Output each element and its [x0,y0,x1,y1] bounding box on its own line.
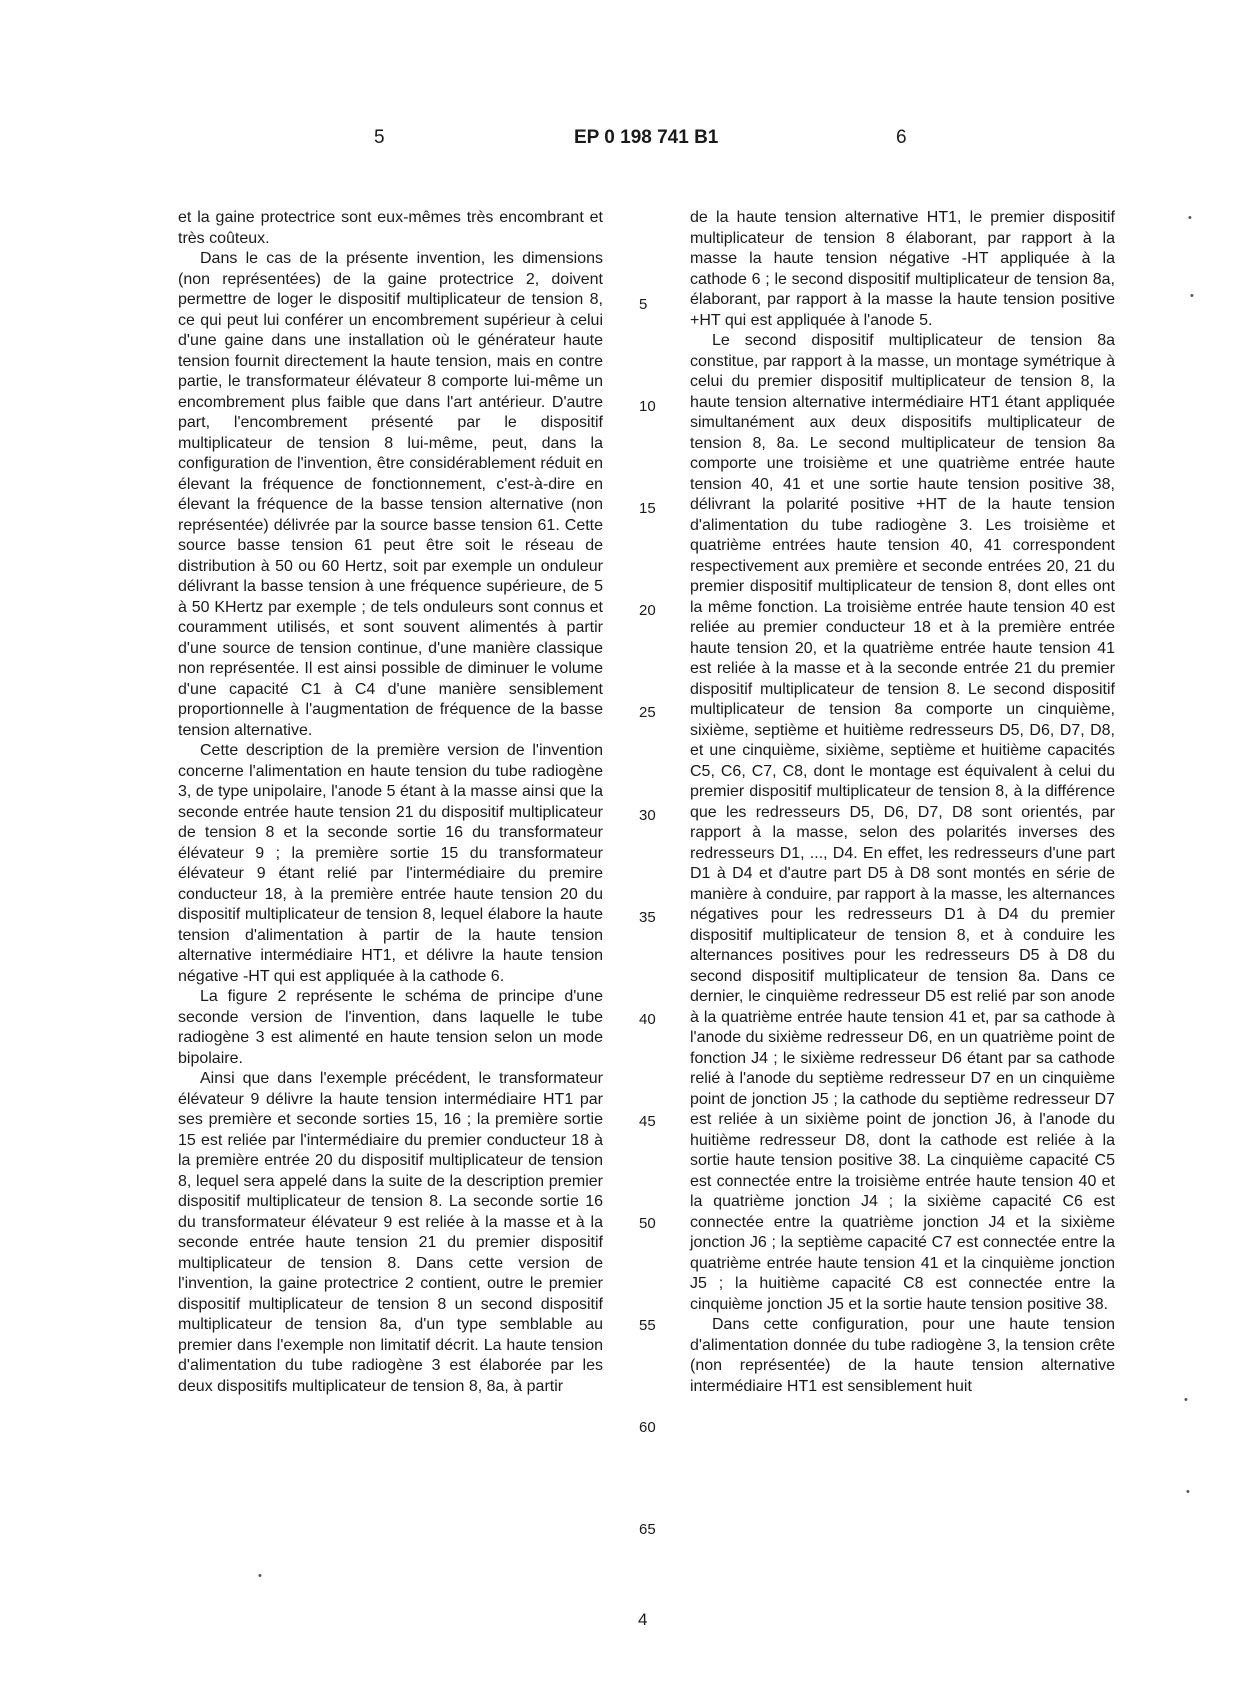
line-number: 5 [639,296,648,313]
paragraph: de la haute tension alternative HT1, le premier dispositif multiplicateur de tension 8 élaborant, par rapport à la masse la haute tension négative -HT appliquée à la cathode 6 ; le second dispositif multiplicateur de tension 8a, élaborant, par rapport à la masse la haute tension positive +HT qui est appliquée à l'anode 5. [690,209,1115,329]
scan-speck: • [1186,1486,1190,1498]
scan-speck: • [258,1570,262,1582]
line-number: 50 [639,1215,656,1232]
line-number: 20 [639,602,656,619]
line-number: 10 [639,398,656,415]
line-number: 40 [639,1011,656,1028]
scan-speck: • [1190,290,1194,302]
page-number-right: 6 [896,127,907,148]
line-number: 55 [639,1317,656,1334]
right-column [690,208,1115,1397]
paragraph: Cette description de la première version de l'invention concerne l'alimentation en haute tension du tube radiogène 3, de type unipolaire, l'anode 5 étant à la masse ainsi que la seconde entrée haute tension 21 du dispositif multiplicateur de tension 8 et la seconde sortie 16 du transformateur élévateur 9 ; la première sortie 15 du transformateur élévateur 9 étant relié par l'intermédiaire du premire conducteur 18, à la première entrée haute tension 20 du dispositif multiplicateur de tension 8, lequel élabore la haute tension d'alimentation à partir de la haute tension alternative intermédiaire HT1, et délivre la haute tension négative -HT qui est appliquée à la cathode 6. [178,742,603,985]
line-number: 30 [639,807,656,824]
page-number-left: 5 [374,127,385,148]
patent-number: EP 0 198 741 B1 [574,127,719,148]
scan-speck: • [1184,1394,1188,1406]
paragraph: Ainsi que dans l'exemple précédent, le transformateur élévateur 9 délivre la haute tension intermédiaire HT1 par ses première et seconde sorties 15, 16 ; la première sortie 15 est reliée par l'intermédiaire du premier conducteur 18 à la première entrée 20 du dispositif multiplicateur de tension 8, lequel sera appelé dans la suite de la description premier dispositif multiplicateur de tension 8. La seconde sortie 16 du transformateur élévateur 9 est reliée à la masse et à la seconde entrée haute tension 21 du premier dispositif multiplicateur de tension 8. Dans cette version de l'invention, la gaine protectrice 2 contient, outre le premier dispositif multiplicateur de tension 8 un second dispositif multiplicateur de tension 8a, d'un type semblable au premier dans l'exemple non limitatif décrit. La haute tension d'alimentation du tube radiogène 3 est élaborée par les deux dispositifs multiplicateur de tension 8, 8a, à partir [178,1070,603,1395]
paragraph: La figure 2 représente le schéma de principe d'une seconde version de l'invention, dans laquelle le tube radiogène 3 est alimenté en haute tension selon un mode bipolaire. [178,988,603,1067]
scan-speck: • [1188,212,1192,224]
paragraph: Le second dispositif multiplicateur de tension 8a constitue, par rapport à la masse, un montage symétrique à celui du premier dispositif multiplicateur de tension 8, la haute tension alternative intermédiaire HT1 étant appliquée simultanément aux deux dispositifs multiplicateur de tension 8, 8a. Le second multiplicateur de tension 8a comporte une troisième et une quatrième entrée haute tension 40, 41 et une sortie haute tension positive 38, délivrant la polarité positive +HT de la haute tension d'alimentation du tube radiogène 3. Les troisième et quatrième entrées haute tension 40, 41 correspondent respectivement aux première et seconde entrées 20, 21 du premier dispositif multiplicateur de tension 8, dont elles ont la même fonction. La troisième entrée haute tension 40 est reliée au premier conducteur 18 et à la première entrée haute tension 20, et la quatrième entrée haute tension 41 est reliée à la masse et à la seconde entrée 21 du premier dispositif multiplicateur de tension 8. Le second dispositif multiplicateur de tension 8a comporte un cinquième, sixième, septième et huitième redresseurs D5, D6, D7, D8, et une cinquième, sixième, septième et huitième capacités C5, C6, C7, C8, dont le montage est équivalent à celui du premier dispositif multiplicateur de tension 8, à la différence que les redresseurs D5, D6, D7, D8 sont orientés, par rapport à la masse, selon des polarités inverses des redresseurs D1, ..., D4. En effet, les redresseurs d'une part D1 à D4 et d'autre part D5 à D8 sont montés en série de manière à conduire, par rapport à la masse, les alternances négatives pour les redresseurs D1 à D4 du premier dispositif multiplicateur de tension 8, et à conduire les alternances positives pour les redresseurs D5 à D8 du second dispositif multiplicateur de tension 8a. Dans ce dernier, le cinquième redresseur D5 est relié par son anode à la quatrième entrée haute tension 41 et, par sa cathode à l'anode du sixième redresseur D6, en un quatrième point de fonction J4 ; le sixième redresseur D6 étant par sa cathode relié à l'anode du septième redresseur D7 en un cinquième point de jonction J5 ; la cathode du septième redresseur D7 est reliée à un sixième point de jonction J6, à l'anode du huitième redresseur D8, dont la cathode est reliée à la sortie haute tension positive 38. La cinquième capacité C5 est connectée entre la troisième entrée haute tension 40 et la quatrième jonction J4 ; la sixième capacité C6 est connectée entre la quatrième jonction J4 et la sixième jonction J6 ; la septième capacité C7 est connectée entre la quatrième entrée haute tension 41 et la cinquième jonction J5 ; la huitième capacité C8 est connectée entre la cinquième jonction J5 et la sortie haute tension positive 38. [690,332,1115,1313]
paragraph: Dans le cas de la présente invention, les dimensions (non représentées) de la gaine protectrice 2, doivent permettre de loger le dispositif multiplicateur de tension 8, ce qui peut lui conférer un encombrement supérieur à celui d'une gaine dans une installation où le générateur haute tension fournit directement la haute tension, mais en contre partie, le transformateur élévateur 8 comporte lui-même un encombrement plus faible que dans l'art antérieur. D'autre part, l'encombrement présenté par le dispositif multiplicateur de tension 8 lui-même, peut, dans la configuration de l'invention, être considérablement réduit en élevant la fréquence de fonctionnement, c'est-à-dire en élevant la fréquence de la basse tension alternative (non représentée) délivrée par la source basse tension 61. Cette source basse tension 61 peut être soit le réseau de distribution à 50 ou 60 Hertz, soit par exemple un onduleur délivrant la basse tension à une fréquence supérieure, de 5 à 50 KHertz par exemple ; de tels onduleurs sont connus et couramment utilisés, et sont souvent alimentés à partir d'une source de tension continue, d'une manière classique non représentée. Il est ainsi possible de diminuer le volume d'une capacité C1 à C4 d'une manière sensiblement proportionnelle à l'augmentation de fréquence de la basse tension alternative. [178,250,603,739]
left-column [178,208,603,1397]
paragraph: et la gaine protectrice sont eux-mêmes très encombrant et très coûteux. [178,209,603,247]
line-number: 60 [639,1419,656,1436]
footer-page-number: 4 [638,1610,648,1629]
line-number: 65 [639,1521,656,1538]
line-number: 15 [639,500,656,517]
line-number: 25 [639,704,656,721]
paragraph: Dans cette configuration, pour une haute tension d'alimentation donnée du tube radiogène 3, la tension crête (non représentée) de la haute tension alternative intermédiaire HT1 est sensiblement huit [690,1316,1115,1395]
line-number: 35 [639,909,656,926]
line-number: 45 [639,1113,656,1130]
